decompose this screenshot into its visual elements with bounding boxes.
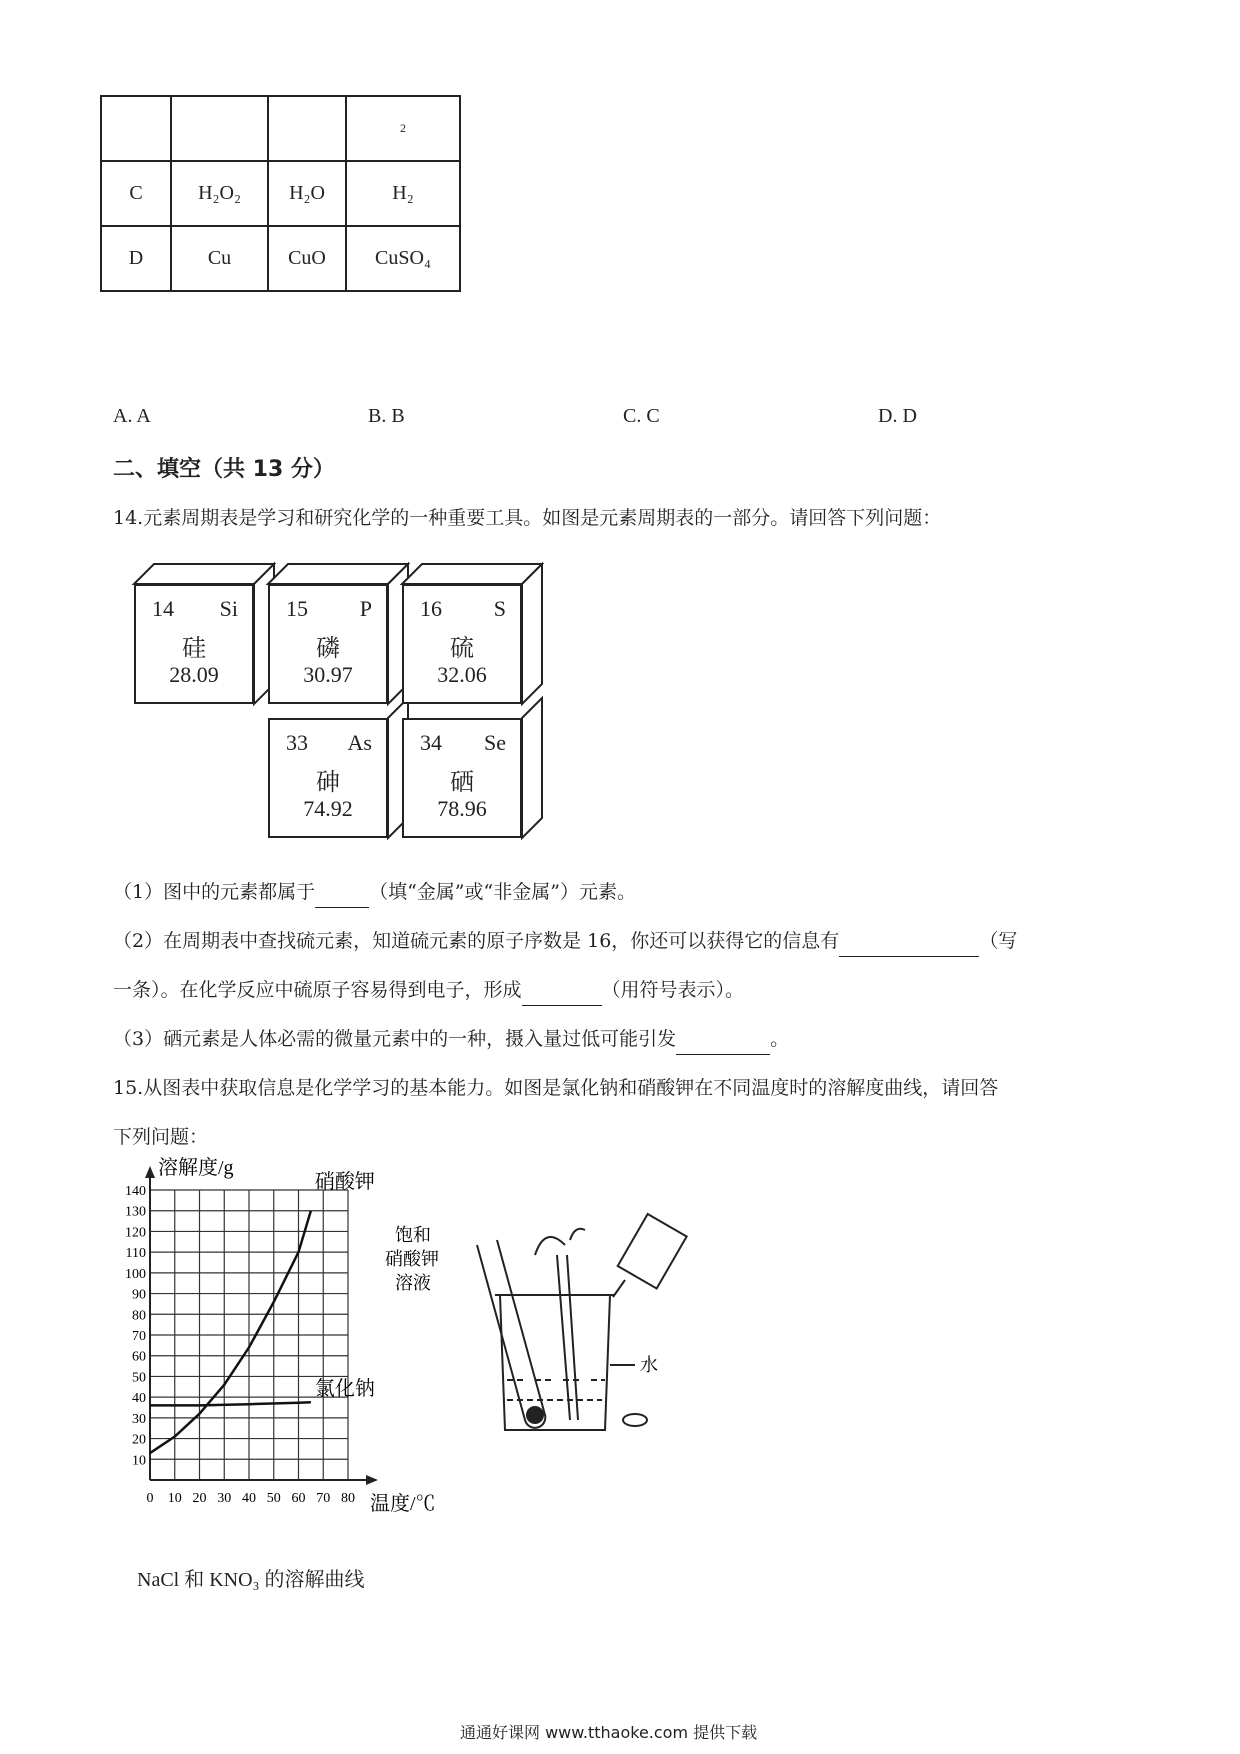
answer-table [100,95,461,292]
x-tick-label: 10 [167,1491,182,1506]
q14-sub2-line2: 一条）。在化学反应中硫原子容易得到电子，形成 （用符号表示）。 [113,975,744,1006]
table-cell: H₂O₂ [171,161,268,226]
element-name: 硅 [182,634,206,662]
page-footer: 通通好课网 www.tthaoke.com 提供下载 [460,1723,758,1742]
element-name: 砷 [316,768,340,796]
answer-blank[interactable] [522,975,602,1006]
element-tile-as [268,718,388,838]
atomic-weight: 28.09 [169,662,219,687]
y-axis-label: 溶解度/g [158,1157,234,1179]
atomic-weight: 74.92 [303,796,353,821]
q14-stem: 14.元素周期表是学习和研究化学的一种重要工具。如图是元素周期表的一部分。请回答下列问题： [113,507,942,529]
element-symbol: Se [484,730,506,755]
table-cell [101,96,171,161]
element-symbol: P [359,596,372,621]
y-tick-label: 10 [132,1453,146,1469]
y-tick-label: 60 [132,1349,146,1365]
x-axis-arrow [366,1475,378,1485]
table-cell: CuO [268,226,346,291]
option-a[interactable]: A. A [113,405,151,427]
y-tick-label: 40 [132,1391,146,1407]
y-tick-label: 20 [132,1432,146,1448]
y-tick-label: 50 [132,1370,146,1386]
option-c[interactable]: C. C [623,405,660,427]
table-cell: H₂O [268,161,346,226]
chart-ticks [125,1184,355,1506]
q15-stem-line1: 15.从图表中获取信息是化学学习的基本能力。如图是氯化钠和硝酸钾在不同温度时的溶解度曲线，请回答 [113,1077,999,1099]
x-tick-label: 30 [217,1491,232,1506]
q14-sub3: （3）硒元素是人体必需的微量元素中的一种，摄入量过低可能引发 。 [113,1024,789,1055]
element-symbol: S [493,596,506,621]
table-row [101,161,460,226]
answer-blank[interactable] [839,926,979,957]
table-row [101,226,460,291]
answer-blank[interactable] [315,877,369,908]
x-tick-label: 60 [291,1491,306,1506]
x-tick-label: 80 [341,1491,355,1506]
table-cell: CuSO₄ [346,226,460,291]
periodic-table-excerpt [130,560,570,850]
element-name: 硫 [450,634,474,662]
atomic-number: 16 [420,596,442,621]
y-axis-arrow [145,1166,155,1178]
element-tile-s [402,584,522,704]
table-row [101,96,460,161]
x-tick-label: 70 [316,1491,331,1506]
y-tick-label: 30 [132,1411,146,1427]
beaker-apparatus-figure [385,1215,675,1445]
label-kno3: 硝酸钾 [385,1249,439,1269]
element-name: 硒 [450,768,474,796]
x-axis-label: 温度/℃ [370,1493,436,1515]
element-symbol: As [347,730,372,755]
atomic-number: 14 [152,596,174,621]
series-line [150,1211,311,1453]
series-label-nacl: 氯化钠 [314,1378,375,1401]
option-b[interactable]: B. B [368,405,405,427]
x-tick-label: 0 [146,1491,154,1506]
atomic-weight: 30.97 [303,662,353,687]
y-tick-label: 120 [125,1225,146,1241]
section-title: 二、填空（共 13 分） [113,457,335,482]
crystal-solid [526,1406,544,1424]
q14-sub2-line1: （2）在周期表中查找硫元素，知道硫元素的原子序数是 16，你还可以获得它的信息有 （写 [113,926,1017,957]
x-tick-label: 50 [266,1491,281,1506]
table-cell: H₂ [346,161,460,226]
beaker-outline [500,1295,610,1430]
atomic-weight: 78.96 [437,796,487,821]
table-cell: C [101,161,171,226]
label-solution: 溶液 [395,1273,431,1293]
series-line [150,1402,311,1405]
element-tile-se [402,718,522,838]
y-tick-label: 90 [132,1287,146,1303]
y-tick-label: 110 [125,1246,146,1262]
table-cell [171,96,268,161]
label-water: 水 [640,1355,658,1375]
option-d[interactable]: D. D [878,405,917,427]
answer-blank[interactable] [676,1024,770,1055]
q14-sub1: （1）图中的元素都属于 （填“金属”或“非金属”）元素。 [113,877,636,908]
atomic-number: 33 [286,730,308,755]
x-tick-label: 20 [192,1491,207,1506]
chart-grid [150,1190,348,1480]
y-tick-label: 100 [125,1266,146,1282]
table-cell: Cu [171,226,268,291]
atomic-number: 34 [420,730,442,755]
y-tick-label: 130 [125,1204,146,1220]
series-label-kno3: 硝酸钾 [314,1171,375,1193]
element-tile-p [268,584,388,704]
element-symbol: Si [219,596,238,621]
y-tick-label: 140 [125,1184,146,1199]
q15-stem-line2: 下列问题： [113,1126,209,1148]
element-tile-si [134,584,254,704]
y-tick-label: 70 [132,1329,146,1344]
label-saturated: 饱和 [395,1225,431,1245]
x-tick-label: 40 [242,1491,256,1506]
chart-curves [150,1211,311,1453]
table-cell: D [101,226,171,291]
element-name: 磷 [316,634,340,662]
chart-caption: NaCl 和 KNO₃ 的溶解曲线 [137,1569,365,1591]
table-cell: 2 [346,96,460,161]
y-tick-label: 80 [132,1308,146,1324]
atomic-weight: 32.06 [437,662,487,687]
table-cell [268,96,346,161]
atomic-number: 15 [286,596,308,621]
